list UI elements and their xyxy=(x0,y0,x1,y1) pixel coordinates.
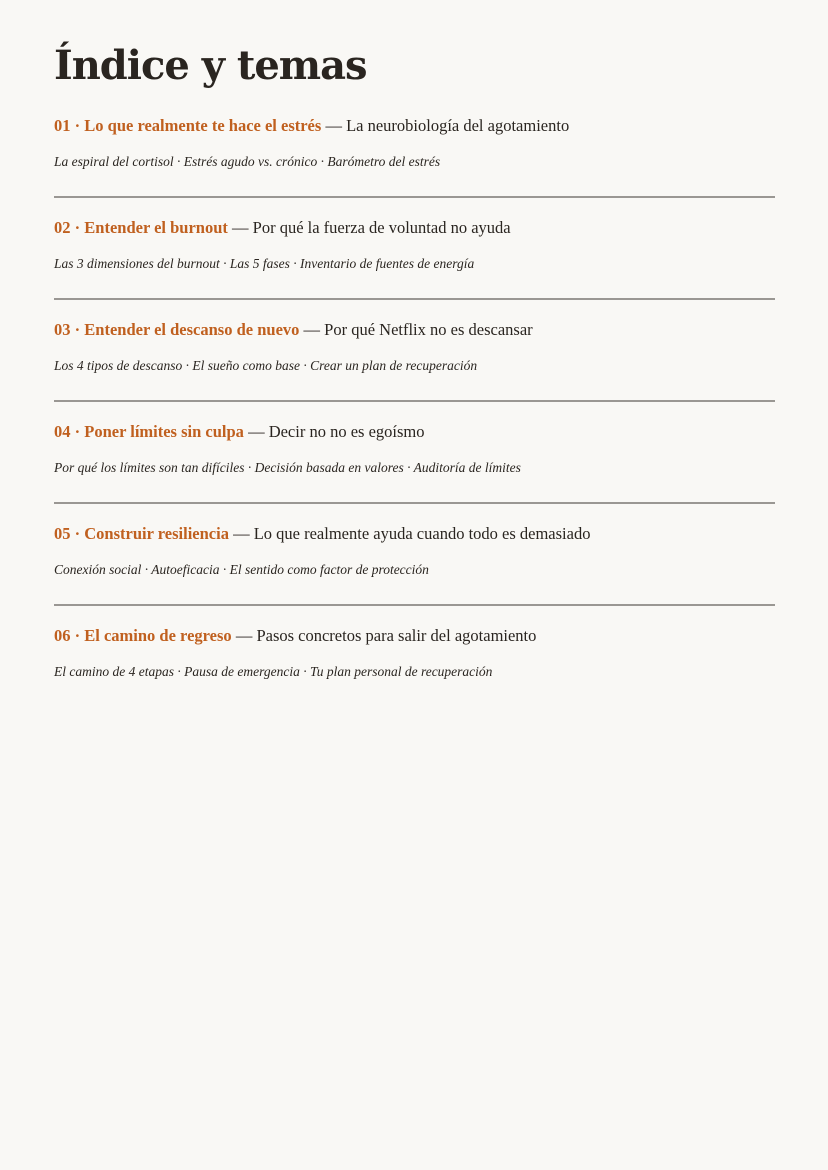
entry-number: 06 · xyxy=(54,626,85,645)
entry-title: El camino de regreso xyxy=(84,626,232,645)
entry-topics: Por qué los límites son tan difíciles · Decisión basada en valores · Auditoría de límites xyxy=(54,460,521,475)
toc-entry-05[interactable] xyxy=(54,522,775,606)
divider xyxy=(54,502,775,504)
entry-heading xyxy=(54,216,775,239)
entry-title: Entender el burnout xyxy=(84,218,228,237)
entry-topics: Los 4 tipos de descanso · El sueño como base · Crear un plan de recuperación xyxy=(54,358,478,373)
divider xyxy=(54,196,775,198)
entry-heading xyxy=(54,624,775,647)
entry-title: Construir resiliencia xyxy=(84,524,229,543)
entry-description: Por qué Netflix no es descansar xyxy=(324,320,533,339)
divider xyxy=(54,400,775,402)
document-page xyxy=(54,40,775,681)
entry-number: 04 · xyxy=(54,422,85,441)
entry-separator: — xyxy=(243,422,269,441)
entry-heading xyxy=(54,420,775,443)
entry-description: Lo que realmente ayuda cuando todo es demasiado xyxy=(253,524,591,543)
toc-entry-02[interactable] xyxy=(54,216,775,300)
entry-title: Lo que realmente te hace el estrés xyxy=(84,116,322,135)
entry-description: La neurobiología del agotamiento xyxy=(346,116,570,135)
toc-entry-03[interactable] xyxy=(54,318,775,402)
toc-entry-06[interactable] xyxy=(54,624,775,681)
entry-number: 05 · xyxy=(54,524,85,543)
entry-topics: Las 3 dimensiones del burnout · Las 5 fases · Inventario de fuentes de energía xyxy=(54,256,475,271)
entry-topics: La espiral del cortisol · Estrés agudo vs. crónico · Barómetro del estrés xyxy=(54,154,441,169)
entry-description: Pasos concretos para salir del agotamiento xyxy=(256,626,537,645)
toc-entry-04[interactable] xyxy=(54,420,775,504)
page-title: Índice y temas xyxy=(54,42,367,89)
entry-separator: — xyxy=(228,524,254,543)
entry-description: Decir no no es egoísmo xyxy=(268,422,425,441)
entry-number: 03 · xyxy=(54,320,85,339)
entry-topics: El camino de 4 etapas · Pausa de emergencia · Tu plan personal de recuperación xyxy=(54,664,493,679)
entry-title: Entender el descanso de nuevo xyxy=(84,320,300,339)
entry-description: Por qué la fuerza de voluntad no ayuda xyxy=(252,218,511,237)
entry-separator: — xyxy=(227,218,253,237)
table-of-contents xyxy=(54,114,775,681)
entry-separator: — xyxy=(231,626,257,645)
toc-entry-01[interactable] xyxy=(54,114,775,198)
divider xyxy=(54,298,775,300)
entry-separator: — xyxy=(299,320,325,339)
entry-heading xyxy=(54,318,775,341)
entry-separator: — xyxy=(321,116,347,135)
entry-topics: Conexión social · Autoeficacia · El sentido como factor de protección xyxy=(54,562,429,577)
entry-title: Poner límites sin culpa xyxy=(84,422,244,441)
entry-heading xyxy=(54,114,775,137)
entry-heading xyxy=(54,522,775,545)
entry-number: 01 · xyxy=(54,116,85,135)
entry-number: 02 · xyxy=(54,218,85,237)
divider xyxy=(54,604,775,606)
